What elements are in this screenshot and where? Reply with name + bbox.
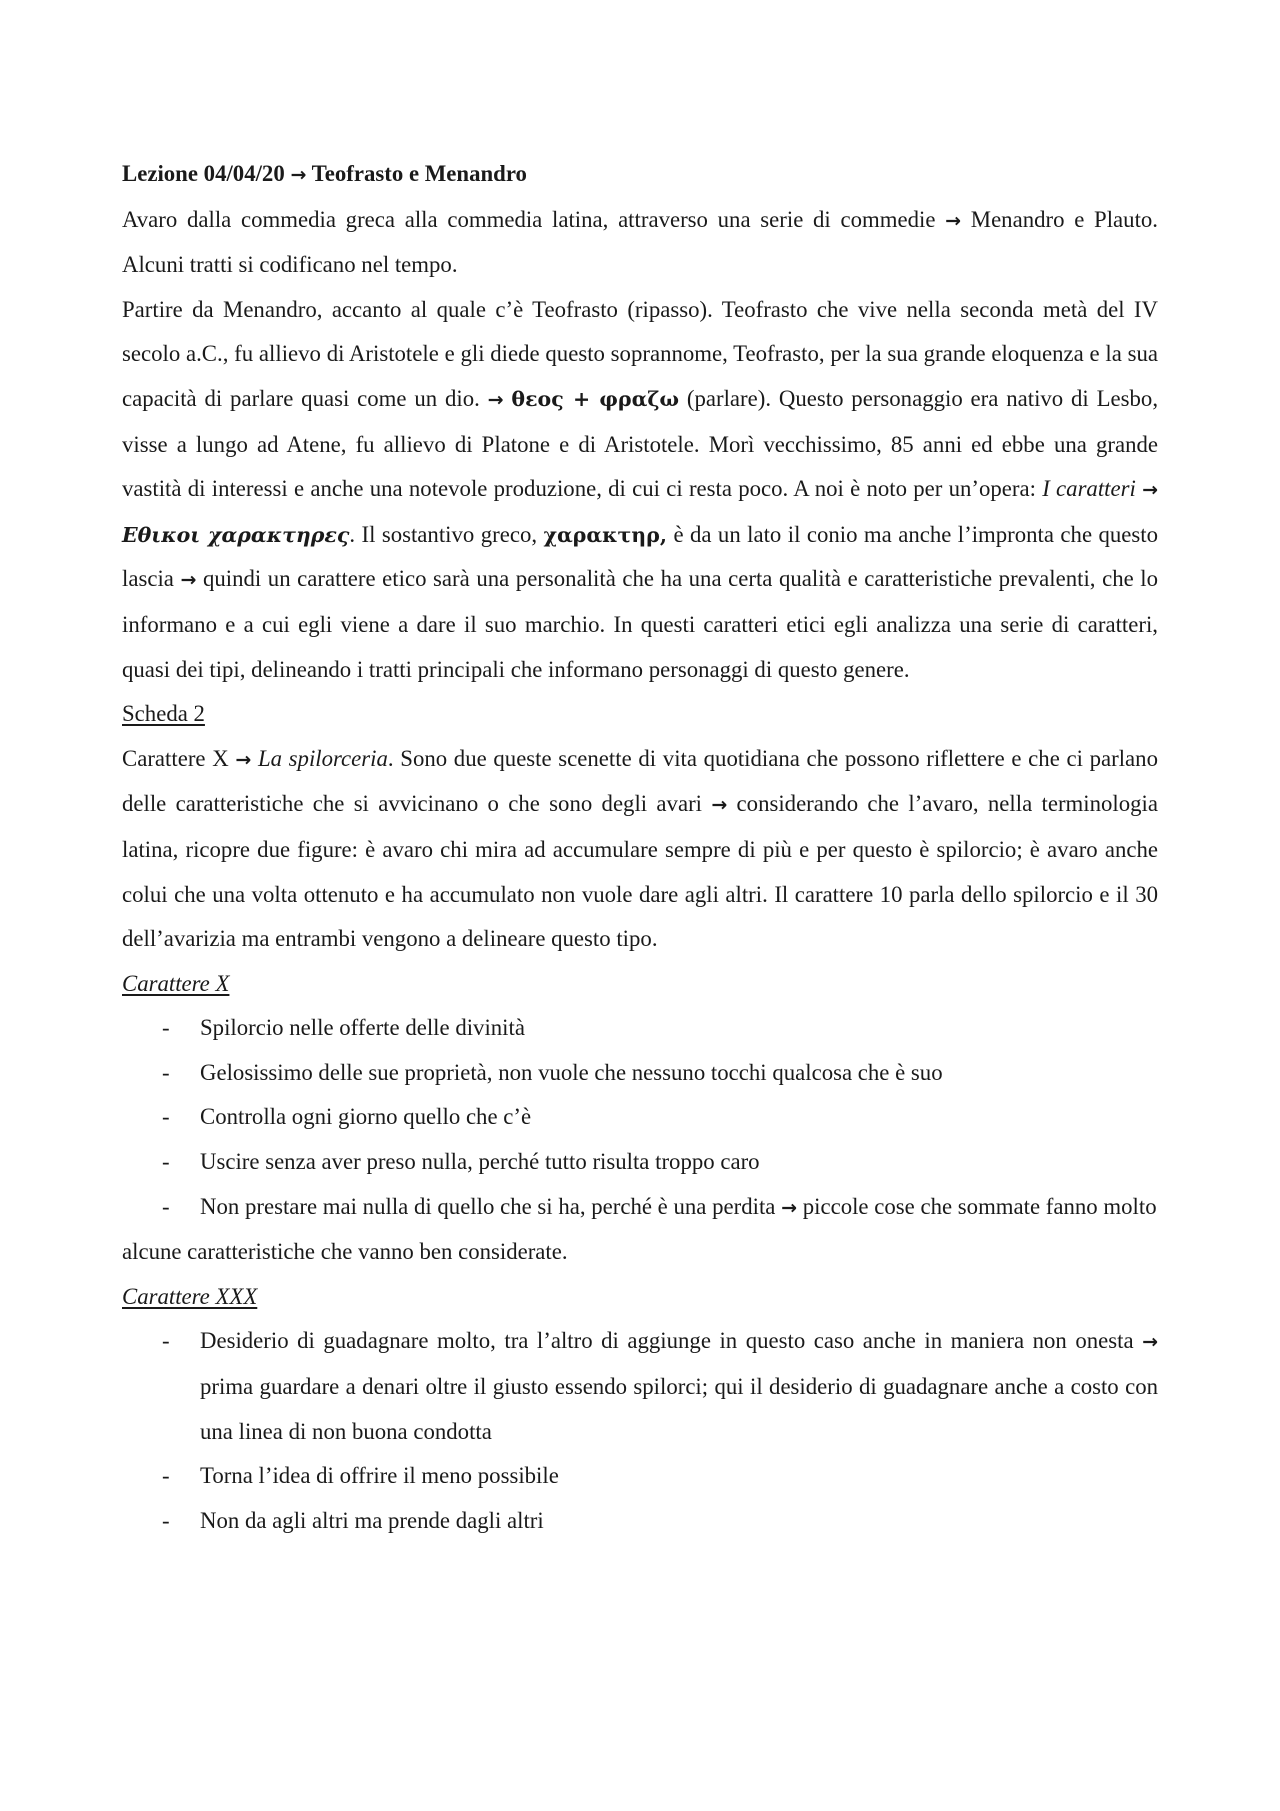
theophrastus-text-1: Partire da Menandro, accanto al quale c’è Teofrasto (ripasso). Teofrasto che vive nella seconda metà del IV secolo a.C., fu allievo di Aristotele e gli diede questo soprannome, Teofrasto, per la sua grande eloquenza e la sua capacità di parlare quasi come un dio. — [122, 296, 1158, 411]
list-item-text: Controlla ogni giorno quello che c’è — [200, 1104, 532, 1130]
list-item-text: Non da agli altri ma prende dagli altri — [200, 1507, 544, 1533]
greek-word: χαρακτηρ, — [543, 522, 667, 547]
list-item-text: Torna l’idea di offrire il meno possibile — [200, 1463, 559, 1489]
list-item — [122, 1095, 1158, 1140]
character-title: La spilorceria — [257, 745, 388, 771]
right-arrow-icon: → — [711, 794, 728, 817]
theophrastus-text-3: . Il sostantivo greco, — [349, 521, 538, 547]
right-arrow-icon: → — [945, 209, 962, 232]
character-intro-text-1: . Sono due queste scenette di vita quotidiana che possono riflettere e che ci parlano delle caratteristiche che si avvicinano o che sono degli avari — [122, 745, 1158, 817]
right-arrow-icon: → — [781, 1196, 798, 1219]
right-arrow-icon: → — [1142, 479, 1159, 502]
right-arrow-icon: → — [235, 748, 252, 771]
intro-text-b: Menandro e Plauto. Alcuni tratti si codificano nel tempo. — [122, 206, 1158, 278]
dash-bullet: - — [162, 1104, 170, 1130]
character-intro-paragraph — [122, 737, 1158, 962]
dash-bullet: - — [162, 1328, 170, 1354]
scheda-label: Scheda 2 — [122, 701, 205, 727]
intro-text-a: Avaro dalla commedia greca alla commedia latina, attraverso una serie di commedie — [122, 206, 936, 232]
list-item — [122, 1499, 1158, 1544]
list-item-text: Spilorcio nelle offerte delle divinità — [200, 1015, 525, 1041]
dash-bullet: - — [162, 1507, 170, 1533]
carattere-xxx-list — [122, 1319, 1158, 1543]
dash-bullet: - — [162, 1149, 170, 1175]
character-lead: Carattere X — [122, 745, 229, 771]
greek-work-title: Εθικοι χαρακτηρες — [122, 522, 350, 547]
right-arrow-icon: → — [180, 569, 197, 592]
list-item-text: Desiderio di guadagnare molto, tra l’altro di aggiunge in questo caso anche in maniera non onesta — [200, 1328, 1134, 1354]
carattere-x-heading — [122, 962, 1158, 1007]
carattere-x-list — [122, 1006, 1158, 1230]
carattere-xxx-label: Carattere XXX — [122, 1283, 258, 1309]
work-title: I caratteri — [1042, 476, 1136, 502]
list-item-text: Uscire senza aver preso nulla, perché tutto risulta troppo caro — [200, 1149, 760, 1175]
after-list-text: alcune caratteristiche che vanno ben considerate. — [122, 1239, 568, 1265]
carattere-x-label: Carattere X — [122, 970, 230, 996]
character-intro-text-2: considerando che l’avaro, nella terminologia latina, ricopre due figure: è avaro chi mira ad accumulare sempre di più e per questo è spilorcio; è avaro anche colui che una volta ottenuto e ha accumulato non vuole dare agli altri. Il carattere 10 parla dello spilorcio e il 30 dell’avarizia ma entrambi vengono a delineare questo tipo. — [122, 791, 1158, 952]
carattere-x-after — [122, 1230, 1158, 1275]
lesson-title — [122, 152, 1158, 198]
list-item-text: prima guardare a denari oltre il giusto essendo spilorci; qui il desiderio di guadagnare anche a costo con una linea di non buona condotta — [200, 1374, 1158, 1444]
lesson-topic: Teofrasto e Menandro — [311, 161, 527, 186]
list-item-text: Gelosissimo delle sue proprietà, non vuole che nessuno tocchi qualcosa che è suo — [200, 1059, 943, 1085]
theophrastus-text-2: (parlare). Questo personaggio era nativo di Lesbo, visse a lungo ad Atene, fu allievo di Platone e di Aristotele. Morì vecchissimo, 85 anni ed ebbe una grande vastità di interessi e anche una notevole produzione, di cui ci resta poco. A noi è noto per un’opera: — [122, 385, 1159, 502]
theophrastus-paragraph — [122, 288, 1158, 692]
list-item — [122, 1185, 1158, 1231]
dash-bullet: - — [162, 1463, 170, 1489]
list-item — [122, 1319, 1158, 1454]
lesson-date: Lezione 04/04/20 — [122, 161, 285, 186]
list-item — [122, 1454, 1158, 1499]
list-item-text: Non prestare mai nulla di quello che si ha, perché è una perdita — [200, 1193, 776, 1219]
theophrastus-text-5: quindi un carattere etico sarà una personalità che ha una certa qualità e caratteristiche prevalenti, che lo informano e a cui egli viene a dare il suo marchio. In questi caratteri etici egli analizza una serie di caratteri, quasi dei tipi, delineando i tratti principali che informano personaggi di questo genere. — [122, 566, 1159, 682]
list-item-text: piccole cose che sommate fanno molto — [802, 1193, 1157, 1219]
right-arrow-icon: → — [290, 164, 307, 186]
dash-bullet: - — [162, 1193, 170, 1219]
right-arrow-icon: → — [1142, 1331, 1158, 1354]
list-item — [122, 1140, 1158, 1185]
greek-etymology: θεος + φραζω — [511, 386, 680, 411]
dash-bullet: - — [162, 1015, 170, 1041]
scheda-heading — [122, 692, 1158, 737]
right-arrow-icon: → — [487, 388, 504, 411]
intro-paragraph — [122, 198, 1158, 288]
theophrastus-text-4: è da un lato il conio ma anche l’impronta che questo lascia — [122, 521, 1159, 592]
list-item — [122, 1006, 1158, 1051]
list-item — [122, 1051, 1158, 1096]
dash-bullet: - — [162, 1059, 170, 1085]
carattere-xxx-heading — [122, 1275, 1158, 1320]
